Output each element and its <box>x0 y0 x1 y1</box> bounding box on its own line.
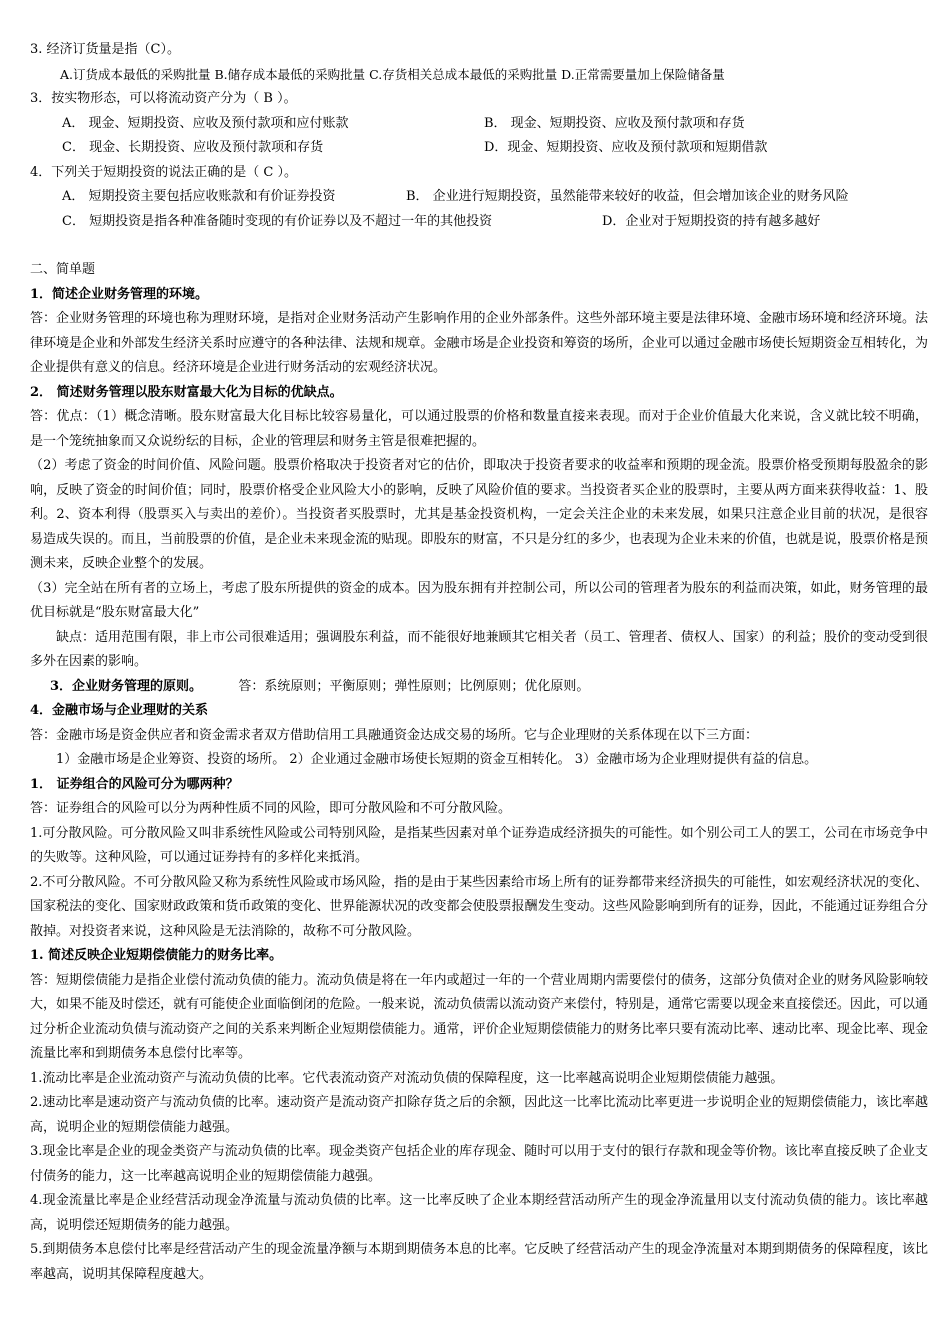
mcq-q4-option-a: A． 短期投资主要包括应收账款和有价证券投资 <box>62 189 336 204</box>
q2-paragraph-3: （3）完全站在所有者的立场上，考虑了股东所提供的资金的成本。因为股东拥有并控制公司，所以公司的管理者为股东的利益而决策，如此，财务管理的最优目标就是“股东财富最大化” <box>30 580 928 620</box>
q4-title: 4．金融市场与企业理财的关系 <box>30 703 209 718</box>
q5-paragraph-2: 2.不可分散风险。不可分散风险又称为系统性风险或市场风险，指的是由于某些因素给市场上所有的证券都带来经济损失的可能性，如宏观经济状况的变化、国家税法的变化、国家财政政策和货币政策的变化、世界能源状况的改变都会使股票报酬发生变动。这些风险影响到所有的证券，因此，不能通过证券组合分散掉。对投资者来说，这种风险是无法消除的，故称不可分散风险。 <box>30 874 928 939</box>
q2-title: 2． 简述财务管理以股东财富最大化为目标的优缺点。 <box>30 384 343 400</box>
spacer <box>30 234 928 258</box>
mcq-q3b-option-d: D．现金、短期投资、应收及预付款项和短期借款 <box>484 140 768 155</box>
mcq-q3b-option-c: C． 现金、长期投资、应收及预付款项和存货 <box>62 140 324 155</box>
q6-ratio-2: 2.速动比率是速动资产与流动负债的比率。速动资产是流动资产扣除存货之后的余额，因此这一比率比流动比率更进一步说明企业的短期偿债能力，该比率越高，说明企业的短期偿债能力越强。 <box>30 1095 928 1135</box>
q2-paragraph-1: 答：优点：（1）概念清晰。股东财富最大化目标比较容易量化，可以通过股票的价格和数量直接来表现。而对于企业价值最大化来说，含义就比较不明确，是一个笼统抽象而又众说纷纭的目标，企业的管理层和财务主管是很难把握的。 <box>30 409 928 449</box>
mcq-q4-option-c: C． 短期投资是指各种准备随时变现的有价证券以及不超过一年的其他投资 <box>62 213 493 229</box>
q3-row <box>30 675 928 700</box>
mcq-q4-row1 <box>30 185 928 210</box>
mcq-q3b-option-a: A． 现金、短期投资、应收及预付款项和应付账款 <box>62 115 349 131</box>
q2-paragraph-4: 缺点：适用范围有限，非上市公司很难适用；强调股东利益，而不能很好地兼顾其它相关者（员工、管理者、债权人、国家）的利益；股价的变动受到很多外在因素的影响。 <box>30 629 928 669</box>
mcq-q4-row2 <box>30 210 928 235</box>
mcq-q4-option-d: D．企业对于短期投资的持有越多越好 <box>602 213 821 229</box>
mcq-q3b-row1 <box>30 112 928 137</box>
mcq-q3a-options: A.订货成本最低的采购批量 B.储存成本最低的采购批量 C.存货相关总成本最低的采购批量 D.正常需要量加上保险储备量 <box>60 66 725 82</box>
q6-ratio-3: 3.现金比率是企业的现金类资产与流动负债的比率。现金类资产包括企业的库存现金、随时可以用于支付的银行存款和现金等价物。该比率直接反映了企业支付债务的能力，这一比率越高说明企业的短期偿债能力越强。 <box>30 1144 928 1184</box>
q6-ratio-1: 1.流动比率是企业流动资产与流动负债的比率。它代表流动资产对流动负债的保障程度，这一比率越高说明企业短期偿债能力越强。 <box>30 1070 784 1086</box>
q2-paragraph-2: （2）考虑了资金的时间价值、风险问题。股票价格取决于投资者对它的估价，即取决于投资者要求的收益率和预期的现金流。股票价格受预期每股盈余的影响，反映了资金的时间价值；同时，股票价格受企业风险大小的影响，反映了风险价值的要求。当投资者买企业的股票时，主要从两方面来获得收益：1、股利。2、资本利得（股票买入与卖出的差价）。当投资者买股票时，尤其是基金投资机构，一定会关注企业的未来发展，如果只注意企业目前的状况，是很容易造成失误的。而且，当前股票的价值，是企业未来现金流的贴现。即股东的财富，不只是分红的多少，也表现为企业未来的价值，也就是说，股票价格是预测未来，反映企业整个的发展。 <box>30 458 928 571</box>
mcq-q4-option-b: B． 企业进行短期投资，虽然能带来较好的收益，但会增加该企业的财务风险 <box>406 189 849 204</box>
q3-answer: 答：系统原则；平衡原则；弹性原则；比例原则；优化原则。 <box>238 678 590 694</box>
q5-answer: 答：证券组合的风险可以分为两种性质不同的风险，即可分散风险和不可分散风险。 <box>30 801 512 816</box>
mcq-q3a-stem: 3. 经济订货量是指（C）。 <box>30 42 180 57</box>
section-heading: 二、简单题 <box>30 262 96 277</box>
mcq-q3b-option-b: B． 现金、短期投资、应收及预付款项和存货 <box>484 115 745 131</box>
q1-title: 1．简述企业财务管理的环境。 <box>30 286 209 302</box>
q5-paragraph-1: 1.可分散风险。可分散风险又叫非系统性风险或公司特别风险，是指某些因素对单个证券造成经济损失的可能性。如个别公司工人的罢工，公司在市场竞争中的失败等。这种风险，可以通过证券持有的多样化来抵消。 <box>30 825 928 865</box>
q6-answer: 答：短期偿债能力是指企业偿付流动负债的能力。流动负债是将在一年内或超过一年的一个营业周期内需要偿付的债务，这部分负债对企业的财务风险影响较大，如果不能及时偿还，就有可能使企业面临倒闭的危险。一般来说，流动负债需以流动资产来偿付，特别是，通常它需要以现金来直接偿还。因此，可以通过分析企业流动负债与流动资产之间的关系来判断企业短期偿债能力。通常，评价企业短期偿债能力的财务比率只要有流动比率、速动比率、现金比率、现金流量比率和到期债务本息偿付比率等。 <box>30 972 928 1061</box>
q6-title: 1. 简述反映企业短期偿债能力的财务比率。 <box>30 948 283 963</box>
mcq-q3b-stem: 3．按实物形态，可以将流动资产分为（ B ）。 <box>30 91 297 106</box>
mcq-q3b-row2 <box>30 136 928 161</box>
q1-answer: 答：企业财务管理的环境也称为理财环境，是指对企业财务活动产生影响作用的企业外部条件。这些外部环境主要是法律环境、金融市场环境和经济环境。法律环境是企业和外部发生经济关系时应遵守的各种法律、法规和规章。金融市场是企业投资和筹资的场所，企业可以通过金融市场使长短期资金互相转化，为企业提供有意义的信息。经济环境是企业进行财务活动的宏观经济状况。 <box>30 311 928 375</box>
q4-answer: 答：金融市场是资金供应者和资金需求者双方借助信用工具融通资金达成交易的场所。它与企业理财的关系体现在以下三方面： <box>30 727 759 743</box>
q6-ratio-5: 5.到期债务本息偿付比率是经营活动产生的现金流量净额与本期到期债务本息的比率。它反映了经营活动产生的现金净流量对本期到期债务的保障程度，该比率越高，说明其保障程度越大。 <box>30 1242 928 1282</box>
q3-title: 3．企业财务管理的原则。 <box>50 678 203 694</box>
q6-ratio-4: 4.现金流量比率是企业经营活动现金净流量与流动负债的比率。这一比率反映了企业本期经营活动所产生的现金净流量用以支付流动负债的能力。该比率越高，说明偿还短期债务的能力越强。 <box>30 1193 928 1233</box>
q5-title: 1． 证券组合的风险可分为哪两种？ <box>30 776 239 792</box>
q4-points: 1）金融市场是企业筹资、投资的场所。 2）企业通过金融市场使长短期的资金互相转化。 3）金融市场为企业理财提供有益的信息。 <box>56 752 818 767</box>
mcq-q4-stem: 4．下列关于短期投资的说法正确的是（ C ）。 <box>30 164 297 180</box>
